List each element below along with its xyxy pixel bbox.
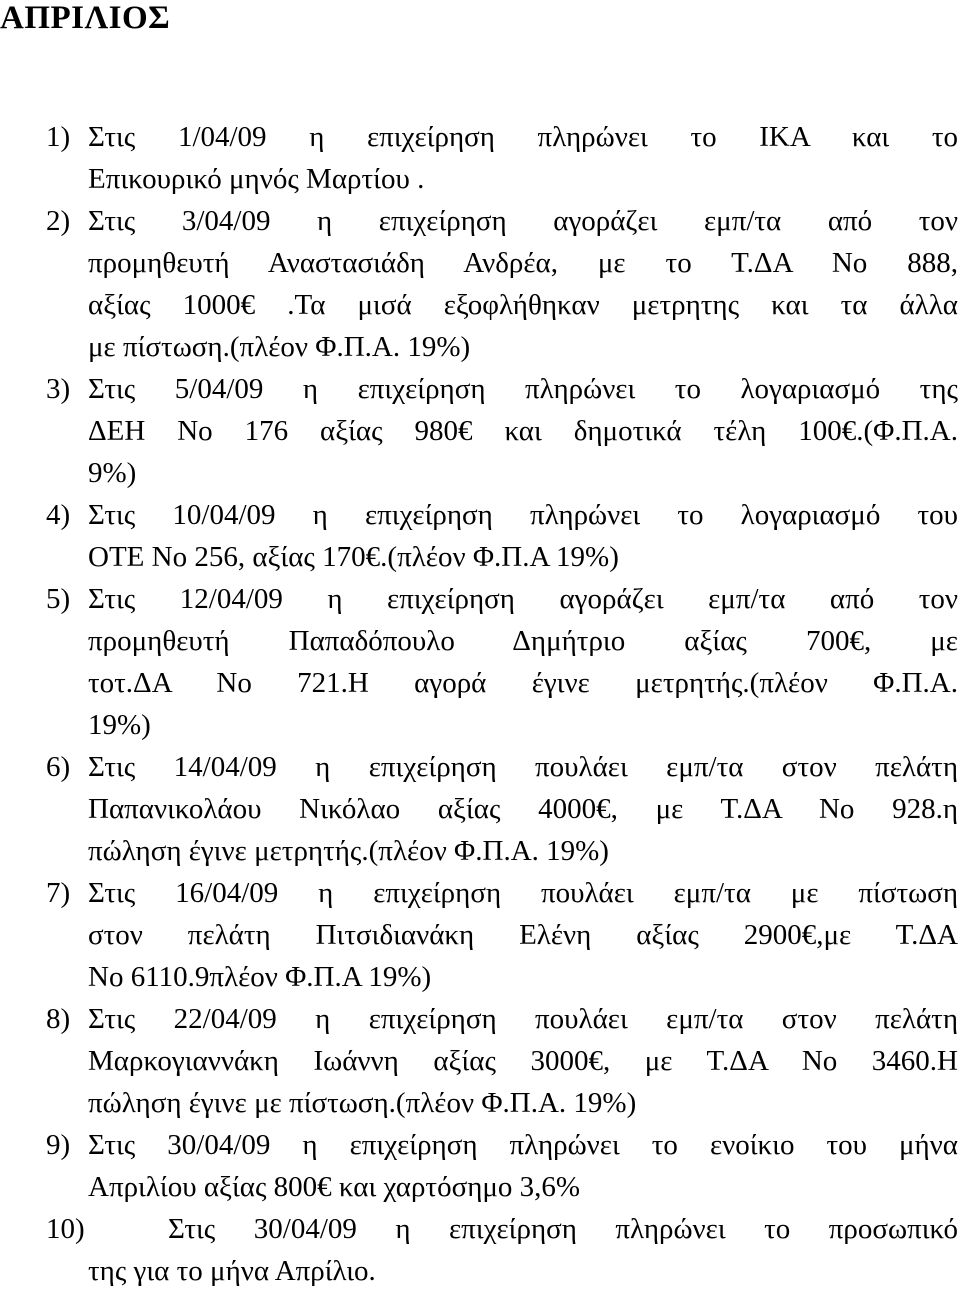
item-number: 1) xyxy=(46,121,71,153)
item-line: Στις 30/04/09 η επιχείρηση πληρώνει το ενοίκιο του μήνα xyxy=(88,1129,958,1161)
list-item xyxy=(0,1124,958,1208)
item-line: Στις 3/04/09 η επιχείρηση αγοράζει εμπ/τα από τον xyxy=(88,205,958,237)
item-line: Στις 16/04/09 η επιχείρηση πουλάει εμπ/τα με πίστωση xyxy=(88,877,958,909)
page-title: ΑΠΡΙΛΙΟΣ xyxy=(0,0,171,36)
item-line: Απριλίου αξίας 800€ και χαρτόσημο 3,6% xyxy=(88,1171,581,1203)
list-item xyxy=(0,578,958,746)
item-line: Στις 5/04/09 η επιχείρηση πληρώνει το λογαριασμό της xyxy=(88,373,958,405)
item-line: ΟΤΕ Νο 256, αξίας 170€.(πλέον Φ.Π.Α 19%) xyxy=(88,541,619,573)
item-text xyxy=(88,116,958,200)
item-line: πώληση έγινε με πίστωση.(πλέον Φ.Π.Α. 19%) xyxy=(88,1087,637,1119)
item-line: στον πελάτη Πιτσιδιανάκη Ελένη αξίας 2900€,με Τ.ΔΑ xyxy=(88,919,958,951)
item-line: Επικουρικό μηνός Μαρτίου . xyxy=(88,163,425,195)
item-line: Στις 22/04/09 η επιχείρηση πουλάει εμπ/τα στον πελάτη xyxy=(88,1003,958,1035)
item-line: Παπανικολάου Νικόλαο αξίας 4000€, με Τ.ΔΑ Νο 928.η xyxy=(88,793,958,825)
item-line: τοτ.ΔΑ Νο 721.Η αγορά έγινε μετρητής.(πλέον Φ.Π.Α. xyxy=(88,667,958,699)
item-line: προμηθευτή Παπαδόπουλο Δημήτριο αξίας 700€, με xyxy=(88,625,958,657)
item-text xyxy=(88,872,958,998)
list-item xyxy=(0,872,958,998)
item-line: Στις 30/04/09 η επιχείρηση πληρώνει το προσωπικό xyxy=(168,1213,958,1245)
item-number: 7) xyxy=(46,877,71,909)
item-text xyxy=(88,200,958,368)
item-text xyxy=(88,998,958,1124)
item-text xyxy=(88,746,958,872)
list-item xyxy=(0,746,958,872)
item-number: 3) xyxy=(46,373,71,405)
item-line: Νο 6110.9πλέον Φ.Π.Α 19%) xyxy=(88,961,432,993)
item-text xyxy=(88,1208,958,1292)
item-line: προμηθευτή Αναστασιάδη Ανδρέα, με το Τ.ΔΑ Νο 888, xyxy=(88,247,958,279)
list-item xyxy=(0,1208,958,1292)
item-number: 4) xyxy=(46,499,71,531)
item-number: 5) xyxy=(46,583,71,615)
item-line: Στις 1/04/09 η επιχείρηση πληρώνει το ΙΚΑ και το xyxy=(88,121,958,153)
item-text xyxy=(88,368,958,494)
item-text xyxy=(88,578,958,746)
item-line: Στις 12/04/09 η επιχείρηση αγοράζει εμπ/τα από τον xyxy=(88,583,958,615)
item-line: της για το μήνα Απρίλιο. xyxy=(88,1255,376,1287)
item-number: 10) xyxy=(46,1213,85,1245)
item-number: 8) xyxy=(46,1003,71,1035)
item-text xyxy=(88,1124,958,1208)
item-line: Στις 10/04/09 η επιχείρηση πληρώνει το λογαριασμό του xyxy=(88,499,958,531)
item-line: με πίστωση.(πλέον Φ.Π.Α. 19%) xyxy=(88,331,471,363)
item-line: 9%) xyxy=(88,457,137,489)
item-number: 2) xyxy=(46,205,71,237)
list-item xyxy=(0,200,958,368)
item-line: Στις 14/04/09 η επιχείρηση πουλάει εμπ/τα στον πελάτη xyxy=(88,751,958,783)
item-line: 19%) xyxy=(88,709,151,741)
item-line: ΔΕΗ Νο 176 αξίας 980€ και δημοτικά τέλη 100€.(Φ.Π.Α. xyxy=(88,415,958,447)
item-line: Μαρκογιαννάκη Ιωάννη αξίας 3000€, με Τ.ΔΑ Νο 3460.Η xyxy=(88,1045,958,1077)
transaction-list xyxy=(0,116,958,1292)
list-item xyxy=(0,368,958,494)
list-item xyxy=(0,494,958,578)
item-number: 9) xyxy=(46,1129,71,1161)
item-number: 6) xyxy=(46,751,71,783)
item-text xyxy=(88,494,958,578)
list-item xyxy=(0,998,958,1124)
item-line: αξίας 1000€ .Τα μισά εξοφλήθηκαν μετρητης και τα άλλα xyxy=(88,289,958,321)
item-line: πώληση έγινε μετρητής.(πλέον Φ.Π.Α. 19%) xyxy=(88,835,609,867)
list-item xyxy=(0,116,958,200)
